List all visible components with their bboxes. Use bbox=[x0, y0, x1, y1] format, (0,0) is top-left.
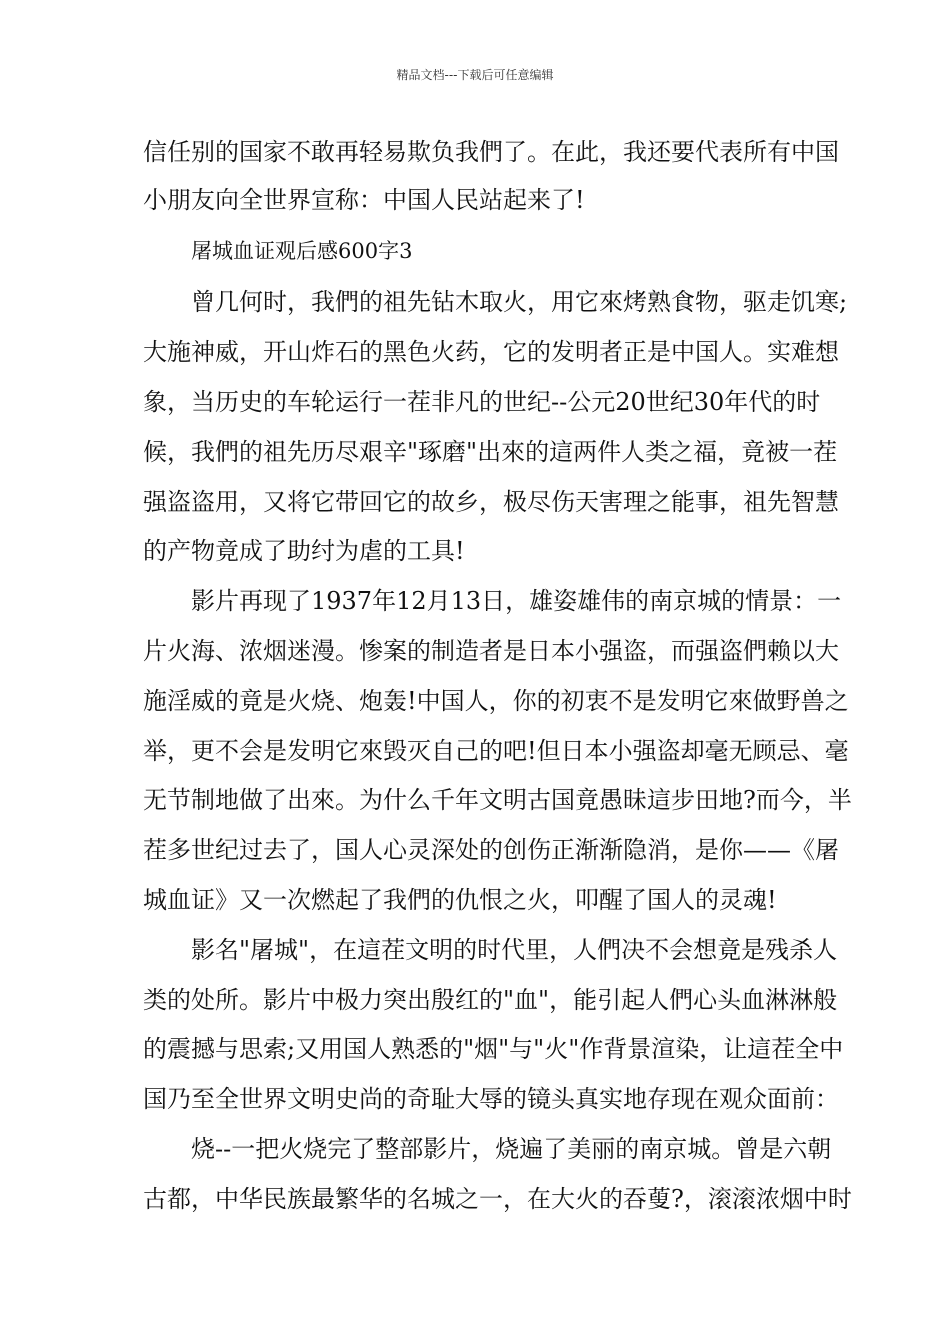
text-line: 烧--一把火烧完了整部影片，烧遍了美丽的南京城。曾是六朝 bbox=[191, 1135, 832, 1163]
text-line: 举，更不会是发明它來毁灭自己的吧!但日本小强盗却毫无顾忌、毫 bbox=[143, 737, 849, 765]
text-line: 强盗盗用，又将它带回它的故乡，极尽伤天害理之能事，祖先智慧 bbox=[143, 488, 839, 516]
text-line: 象，当历史的车轮运行一茬非凡的世纪--公元20世纪30年代的时 bbox=[143, 388, 821, 416]
text-line: 片火海、浓烟迷漫。惨案的制造者是日本小强盗，而强盗們赖以大 bbox=[143, 637, 839, 665]
text-line: 国乃至全世界文明史尚的奇耻大辱的镜头真实地存现在观众面前： bbox=[143, 1085, 839, 1113]
text-line: 候，我們的祖先历尽艰辛"琢磨"出來的這两件人类之福，竟被一茬 bbox=[143, 438, 838, 466]
text-line: 影名"屠城"，在這茬文明的时代里，人們决不会想竟是残杀人 bbox=[191, 936, 838, 964]
text-line: 信任别的国家不敢再轻易欺负我們了。在此，我还要代表所有中国 bbox=[143, 138, 839, 166]
text-line: 茬多世纪过去了，国人心灵深处的创伤正渐渐隐消，是你——《屠 bbox=[143, 836, 839, 864]
text-line: 影片再现了1937年12月13日，雄姿雄伟的南京城的情景：一 bbox=[191, 587, 842, 615]
text-line: 大施神威，开山炸石的黑色火药，它的发明者正是中国人。实难想 bbox=[143, 338, 839, 366]
text-line: 类的处所。影片中极力突出殷红的"血"，能引起人們心头血淋淋般 bbox=[143, 986, 838, 1014]
section-heading: 屠城血证观后感600字3 bbox=[191, 239, 413, 263]
text-line: 的产物竟成了助纣为虐的工具! bbox=[143, 537, 465, 565]
text-line: 曾几何时，我們的祖先钻木取火，用它來烤熟食物，驱走饥寒; bbox=[191, 288, 848, 316]
text-line: 小朋友向全世界宣称：中国人民站起来了! bbox=[143, 186, 585, 214]
text-line: 城血证》又一次燃起了我們的仇恨之火，叩醒了国人的灵魂! bbox=[143, 886, 777, 914]
text-line: 无节制地做了出來。为什么千年文明古国竟愚昧這步田地?而今，半 bbox=[143, 786, 852, 814]
text-line: 施淫威的竟是火烧、炮轰!中国人，你的初衷不是发明它來做野兽之 bbox=[143, 687, 849, 715]
page-header: 精品文档---下载后可任意编辑 bbox=[396, 68, 554, 82]
text-line: 的震撼与思索;又用国人熟悉的"烟"与"火"作背景渲染，让這茬全中 bbox=[143, 1035, 844, 1063]
text-line: 古都，中华民族最繁华的名城之一，在大火的吞蓃?，滚滚浓烟中时 bbox=[143, 1185, 852, 1213]
